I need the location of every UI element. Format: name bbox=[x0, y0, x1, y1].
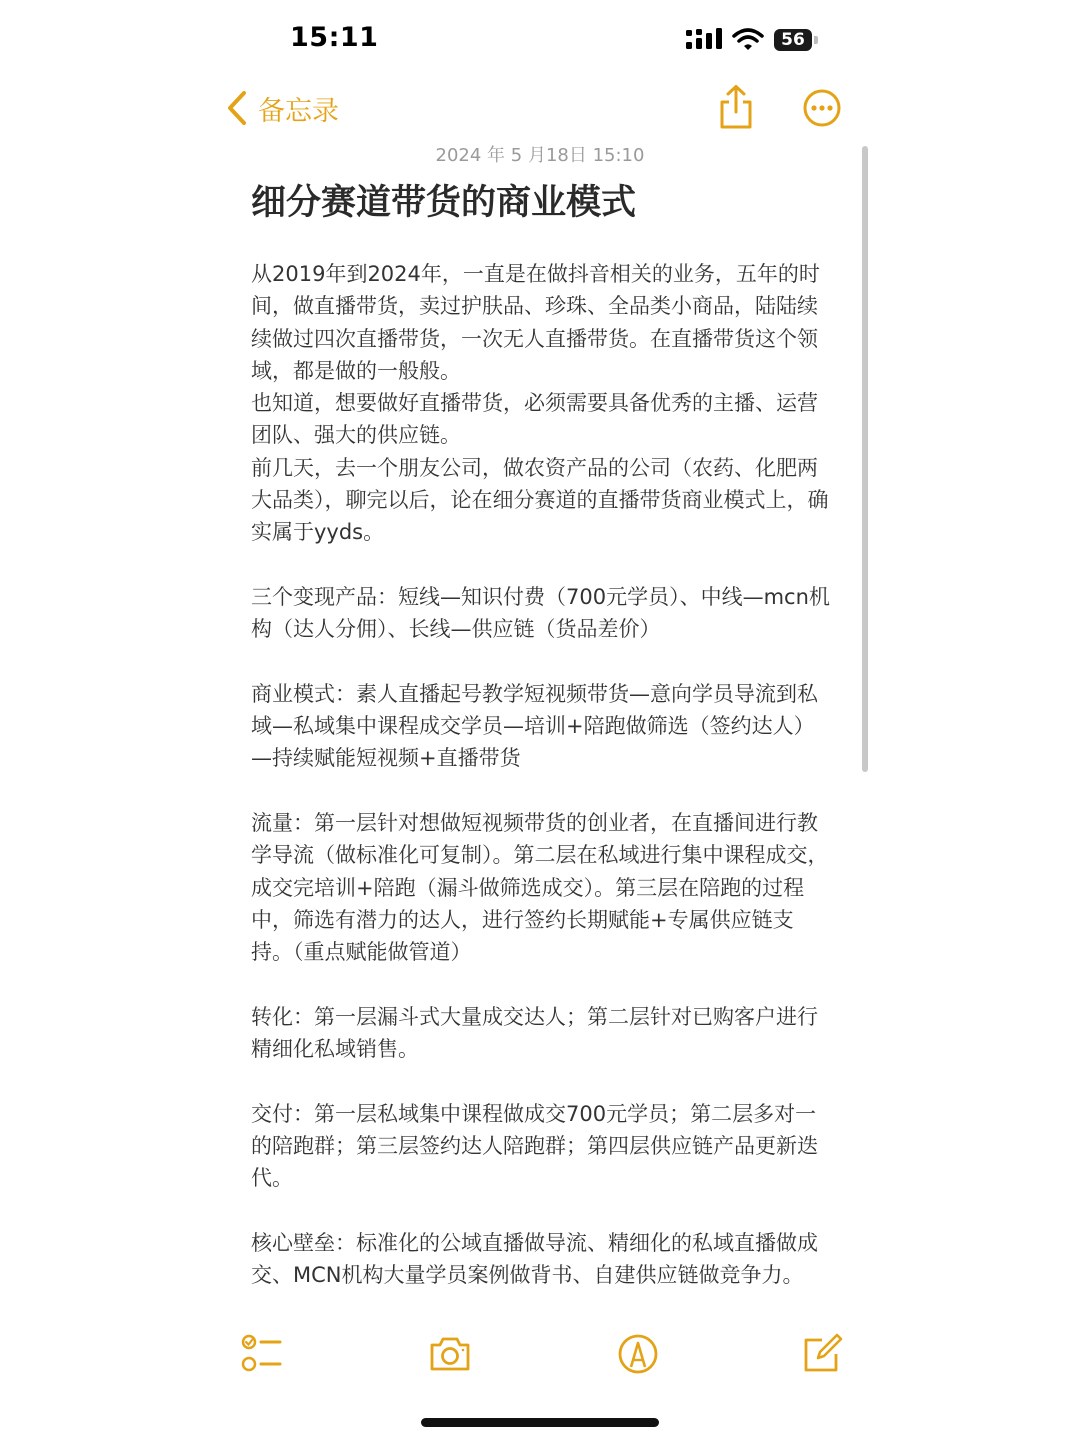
scrollbar[interactable] bbox=[862, 146, 868, 772]
note-paragraph: 流量：第一层针对想做短视频带货的创业者，在直播间进行教学导流（做标准化可复制）。第二层在私域进行集中课程成交，成交完培训+陪跑（漏斗做筛选成交）。第三层在陪跑的过程中，筛选有潜力的达人，进行签约长期赋能+专属供应链支持。（重点赋能做管道） bbox=[251, 811, 829, 965]
markup-pen-icon[interactable] bbox=[616, 1332, 660, 1376]
status-bar bbox=[0, 0, 1080, 80]
battery-tip bbox=[814, 36, 818, 44]
camera-icon[interactable] bbox=[428, 1332, 472, 1376]
note-paragraph: 转化：第一层漏斗式大量成交达人；第二层针对已购客户进行精细化私域销售。 bbox=[251, 1004, 818, 1062]
battery-level: 56 bbox=[781, 30, 805, 50]
back-button[interactable] bbox=[224, 88, 339, 128]
back-button-label: 备忘录 bbox=[258, 95, 339, 127]
cellular-signal-icon bbox=[686, 28, 722, 50]
compose-icon[interactable] bbox=[800, 1332, 844, 1376]
home-indicator[interactable] bbox=[421, 1418, 659, 1427]
more-options-icon[interactable] bbox=[802, 88, 842, 128]
note-paragraph: 核心壁垒：标准化的公域直播做导流、精细化的私域直播做成交、MCN机构大量学员案例做背书、自建供应链做竞争力。 bbox=[251, 1230, 818, 1288]
note-paragraph: 三个变现产品：短线—知识付费（700元学员）、中线—mcn机构（达人分佣）、长线—供应链（货品差价） bbox=[251, 584, 830, 642]
share-icon[interactable] bbox=[717, 84, 755, 130]
note-paragraph: 前几天，去一个朋友公司，做农资产品的公司（农药、化肥两大品类），聊完以后，论在细分赛道的直播带货商业模式上，确实属于yyds。 bbox=[251, 455, 829, 545]
note-paragraph: 商业模式：素人直播起号教学短视频带货—意向学员导流到私域—私域集中课程成交学员—培训+陪跑做筛选（签约达人）—持续赋能短视频+直播带货 bbox=[251, 681, 818, 771]
note-paragraph: 从2019年到2024年，一直是在做抖音相关的业务，五年的时间，做直播带货，卖过护肤品、珍珠、全品类小商品，陆陆续续做过四次直播带货，一次无人直播带货。在直播带货这个领域，都是做的一般般。 bbox=[251, 262, 820, 383]
checklist-icon[interactable] bbox=[240, 1332, 284, 1376]
battery-icon bbox=[774, 29, 812, 51]
status-time: 15:11 bbox=[290, 22, 379, 53]
note-title[interactable]: 细分赛道带货的商业模式 bbox=[251, 183, 637, 223]
note-paragraph: 也知道，想要做好直播带货，必须需要具备优秀的主播、运营团队、强大的供应链。 bbox=[251, 391, 818, 448]
wifi-icon bbox=[732, 28, 764, 50]
note-date: 2024 年 5 月18日 15:10 bbox=[435, 145, 645, 166]
note-body[interactable] bbox=[251, 258, 833, 1310]
chevron-left-icon bbox=[224, 90, 250, 126]
note-paragraph: 交付：第一层私域集中课程做成交700元学员；第二层多对一的陪跑群；第三层签约达人陪跑群；第四层供应链产品更新迭代。 bbox=[251, 1101, 818, 1191]
